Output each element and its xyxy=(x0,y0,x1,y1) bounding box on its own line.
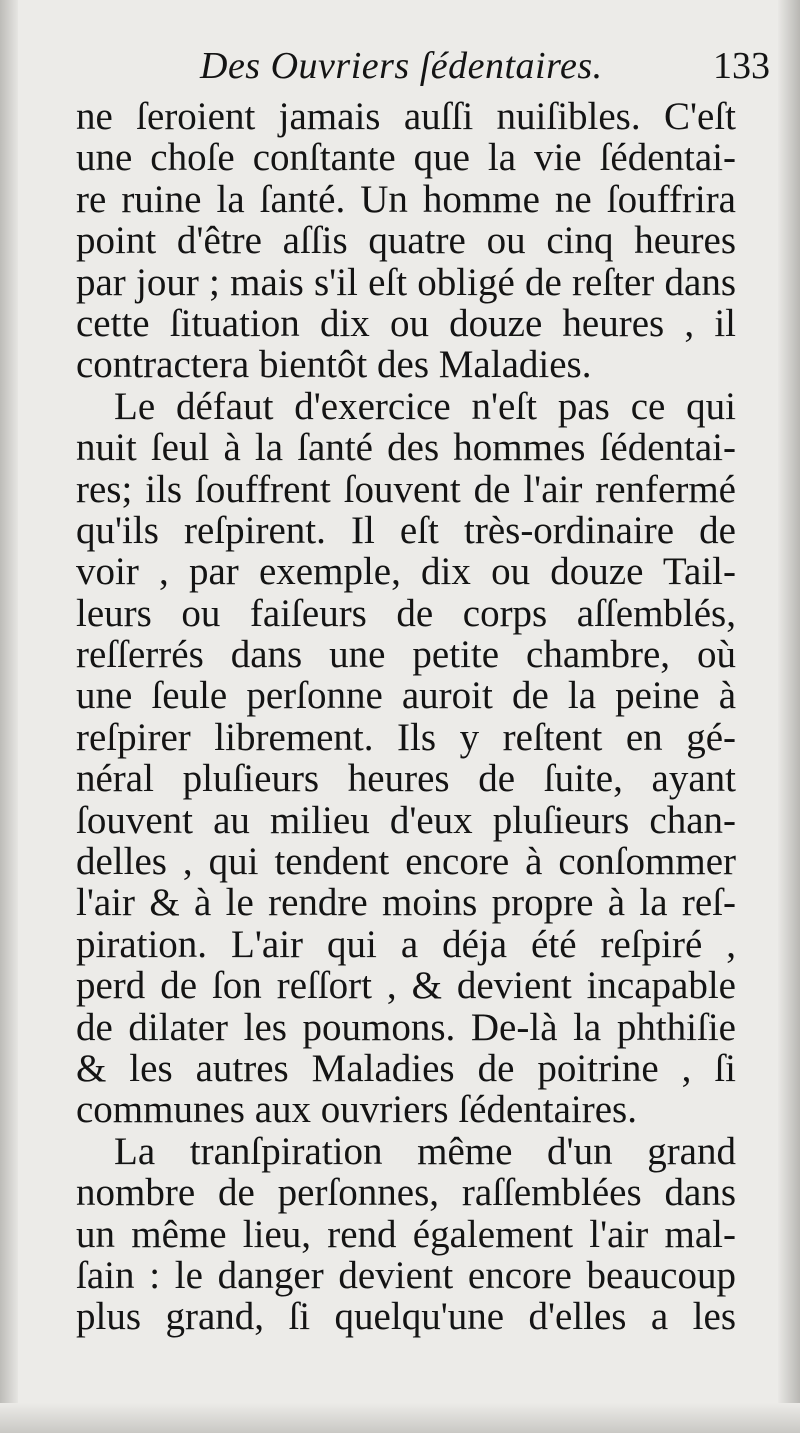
text-line: Le défaut d'exercice n'eſt pas ce qui xyxy=(114,384,736,428)
text-line: contractera bientôt des Maladies. xyxy=(76,343,592,387)
text-line: ſouvent au milieu d'eux pluſieurs chan- xyxy=(76,798,736,842)
text-line: qu'ils reſpirent. Il eſt très-ordinaire de xyxy=(76,508,736,552)
text-line: nombre de perſonnes, raſſemblées dans xyxy=(76,1171,736,1215)
text-line: de dilater les poumons. De-là la phthiſie xyxy=(76,1005,736,1049)
page-number: 133 xyxy=(713,45,770,87)
text-line: l'air & à le rendre moins propre à la reſ- xyxy=(76,881,736,925)
text-line: point d'être aſſis quatre ou cinq heures xyxy=(76,219,736,263)
text-line: ſain : le danger devient encore beaucoup xyxy=(76,1253,736,1297)
text-line: un même lieu, rend également l'air mal- xyxy=(76,1212,736,1256)
text-line: communes aux ouvriers ſédentaires. xyxy=(76,1088,637,1132)
text-line: res; ils ſouffrent ſouvent de l'air renfermé xyxy=(76,467,736,511)
text-line: perd de ſon reſſort , & devient incapable xyxy=(76,964,736,1008)
text-line: nuit ſeul à la ſanté des hommes ſédentai- xyxy=(76,426,736,470)
body-text xyxy=(76,96,736,1338)
text-line: une ſeule perſonne auroit de la peine à xyxy=(76,674,736,718)
text-line: néral pluſieurs heures de ſuite, ayant xyxy=(76,757,736,801)
text-line: & les autres Maladies de poitrine , ſi xyxy=(76,1046,736,1090)
text-line: leurs ou faiſeurs de corps aſſemblés, xyxy=(76,591,736,635)
text-line: par jour ; mais s'il eſt obligé de reſter dans xyxy=(76,260,736,304)
running-title: Des Ouvriers ſédentaires. xyxy=(200,45,603,87)
page-left-edge-shadow xyxy=(0,0,18,1433)
text-line: reſſerrés dans une petite chambre, où xyxy=(76,633,736,677)
text-line: piration. L'air qui a déja été reſpiré , xyxy=(76,922,736,966)
text-line: reſpirer librement. Ils y reſtent en gé- xyxy=(76,715,736,759)
text-line: La tranſpiration même d'un grand xyxy=(114,1129,736,1173)
text-line: delles , qui tendent encore à conſommer xyxy=(76,840,736,884)
page-bottom-edge-shadow xyxy=(0,1403,800,1433)
text-line: une choſe conſtante que la vie ſédentai- xyxy=(76,136,736,180)
text-line: plus grand, ſi quelqu'une d'elles a les xyxy=(76,1295,736,1339)
text-line: ne ſeroient jamais auſſi nuiſibles. C'eſt xyxy=(76,95,736,138)
text-line: re ruine la ſanté. Un homme ne ſouffrira xyxy=(76,177,736,221)
page-header xyxy=(200,40,770,98)
text-line: cette ſituation dix ou douze heures , il xyxy=(76,301,736,345)
page-right-edge-shadow xyxy=(778,0,800,1433)
text-line: voir , par exemple, dix ou douze Tail- xyxy=(76,550,736,594)
